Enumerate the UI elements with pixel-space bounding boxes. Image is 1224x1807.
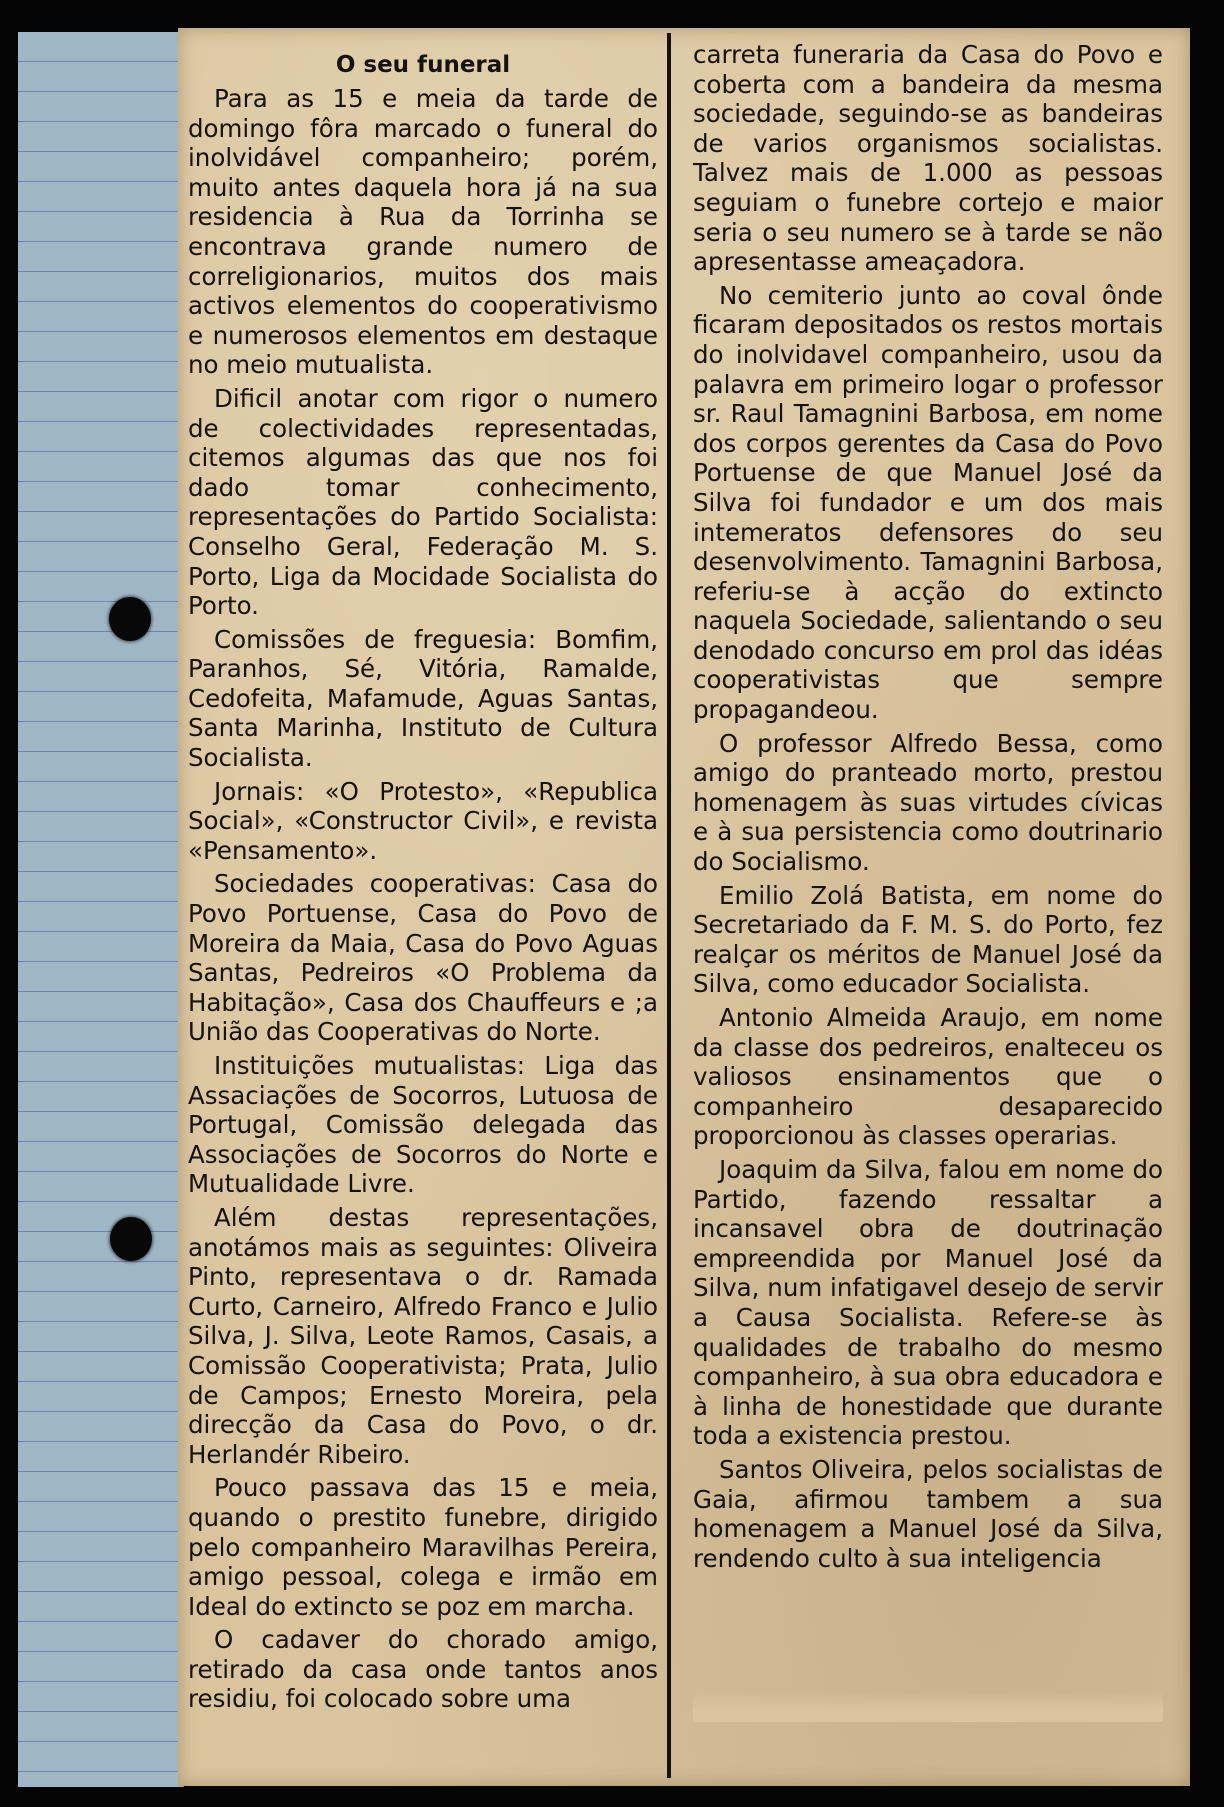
- paragraph: Joaquim da Silva, falou em nome do Partido, fazendo ressaltar a incansavel obra de doutrinação empreendida por Manuel José da Silva, num infatigavel desejo de servir a Causa Socialista. Refere-se às qualidades de trabalho do mesmo companheiro, à sua obra educadora e à linha de honestidade que durante toda a existencia prestou.: [693, 1154, 1163, 1451]
- torn-edge-fade: [693, 1692, 1163, 1722]
- punch-hole-top: [109, 597, 151, 641]
- paragraph: carreta funeraria da Casa do Povo e coberta com a bandeira da mesma sociedade, seguindo-se as bandeiras de varios organismos socialistas. Talvez mais de 1.000 as pessoas seguiam o funebre cortejo e maior seria o seu numero se à tarde se não apresentasse ameaçadora.: [693, 40, 1163, 277]
- paragraph: Santos Oliveira, pelos socialistas de Gaia, afirmou tambem a sua homenagem a Manuel José da Silva, rendendo culto à sua inteligencia: [693, 1454, 1163, 1573]
- article-headline: O seu funeral: [335, 52, 511, 78]
- punch-hole-bottom: [110, 1217, 152, 1261]
- paragraph: Além destas representações, anotámos mais as seguintes: Oliveira Pinto, representava o dr. Ramada Curto, Carneiro, Alfredo Franco e Julio Silva, J. Silva, Leote Ramos, Casais, a Comissão Cooperativista; Prata, Julio de Campos; Ernesto Moreira, pela direcção da Casa do Povo, o dr. Herlandér Ribeiro.: [188, 1202, 658, 1469]
- paragraph: No cemiterio junto ao coval ônde ficaram depositados os restos mortais do inolvidavel companheiro, usou da palavra em primeiro logar o professor sr. Raul Tamagnini Barbosa, em nome dos corpos gerentes da Casa do Povo Portuense de que Manuel José da Silva foi fundador e um dos mais intemeratos defensores do seu desenvolvimento. Tamagnini Barbosa, referiu-se à acção do extincto naquela Sociedade, salientando o seu denodado concurso em prol das idéas cooperativistas que sempre propagandeou.: [693, 280, 1163, 725]
- right-column: [693, 40, 1163, 1573]
- paragraph: Instituições mutualistas: Liga das Assaciações de Socorros, Lutuosa de Portugal, Comissão delegada das Associações de Socorros do Norte e Mutualidade Livre.: [188, 1051, 658, 1199]
- lined-backing-paper: [18, 32, 184, 1787]
- paragraph: Sociedades cooperativas: Casa do Povo Portuense, Casa do Povo de Moreira da Maia, Casa do Povo Aguas Santas, Pedreiros «O Problema da Habitação», Casa dos Chauffeurs e ;a União das Cooperativas do Norte.: [188, 869, 658, 1047]
- paragraph: Para as 15 e meia da tarde de domingo fôra marcado o funeral do inolvidável companheiro; porém, muito antes daquela hora já na sua residencia à Rua da Torrinha se encontrava grande numero de correligionarios, muitos dos mais activos elementos do cooperativismo e numerosos elementos em destaque no meio mutualista.: [188, 84, 658, 380]
- paragraph: O professor Alfredo Bessa, como amigo do pranteado morto, prestou homenagem às suas virtudes cívicas e à sua persistencia como doutrinario do Socialismo.: [693, 728, 1163, 877]
- newspaper-clipping: [178, 28, 1190, 1786]
- paragraph: Pouco passava das 15 e meia, quando o prestito funebre, dirigido pelo companheiro Maravilhas Pereira, amigo pessoal, colega e irmão em Ideal do extincto se poz em marcha.: [188, 1473, 658, 1621]
- column-divider: [667, 33, 671, 1778]
- paragraph: O cadaver do chorado amigo, retirado da casa onde tantos anos residiu, foi colocado sobre uma: [188, 1625, 658, 1714]
- paragraph: Dificil anotar com rigor o numero de colectividades representadas, citemos algumas das que nos foi dado tomar conhecimento, representações do Partido Socialista: Conselho Geral, Federação M. S. Porto, Liga da Mocidade Socialista do Porto.: [188, 383, 658, 621]
- paragraph: Antonio Almeida Araujo, em nome da classe dos pedreiros, enalteceu os valiosos ensinamentos que o companheiro desaparecido proporcionou às classes operarias.: [693, 1003, 1163, 1151]
- left-column: [188, 50, 658, 1714]
- paragraph: Comissões de freguesia: Bomfim, Paranhos, Sé, Vitória, Ramalde, Cedofeita, Mafamude, Aguas Santas, Santa Marinha, Instituto de Cultura Socialista.: [188, 624, 658, 773]
- paragraph: Jornais: «O Protesto», «Republica Social», «Constructor Civil», e revista «Pensamento».: [188, 776, 658, 865]
- paragraph: Emilio Zolá Batista, em nome do Secretariado da F. M. S. do Porto, fez realçar os méritos de Manuel José da Silva, como educador Socialista.: [693, 880, 1163, 999]
